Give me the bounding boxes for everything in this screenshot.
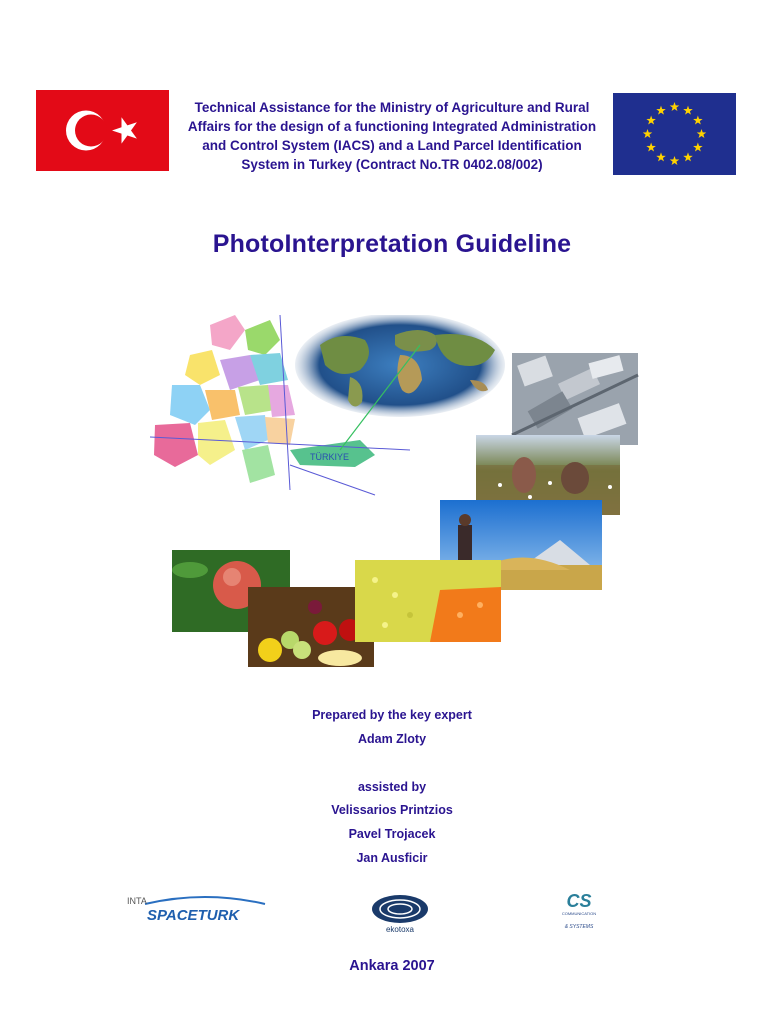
spaceturk-logo-text: SPACETURK bbox=[147, 907, 240, 924]
eu-flag bbox=[613, 93, 736, 175]
agriculture-collage bbox=[150, 315, 640, 675]
world-map-globe bbox=[295, 315, 505, 450]
aerial-photo bbox=[512, 353, 638, 445]
header-line: System in Turkey (Contract No.TR 0402.08/002) bbox=[241, 157, 543, 172]
header-line: and Control System (IACS) and a Land Parcel Identification bbox=[202, 138, 582, 153]
assistant-name: Pavel Trojacek bbox=[348, 827, 436, 841]
cs-logo-letters: CS bbox=[566, 891, 592, 911]
project-header bbox=[172, 98, 612, 174]
ekotoxa-logo bbox=[370, 893, 430, 935]
cs-communication-logo bbox=[555, 885, 603, 933]
turkiye-label: TÜRKIYE bbox=[310, 452, 350, 462]
vegetables-photo bbox=[355, 560, 501, 642]
place-and-year: Ankara 2007 bbox=[349, 958, 435, 974]
header-line: Technical Assistance for the Ministry of Agriculture and Rural bbox=[194, 100, 590, 115]
inta-spaceturk-logo bbox=[125, 892, 285, 928]
assistant-name: Jan Ausficir bbox=[356, 851, 428, 865]
cs-logo-line1: COMMUNICATION bbox=[561, 911, 597, 916]
prepared-by-label: Prepared by the key expert bbox=[312, 708, 472, 722]
assistant-name: Velissarios Printzios bbox=[331, 803, 453, 817]
inta-logo-text: INTA bbox=[127, 896, 147, 906]
key-expert-name: Adam Zloty bbox=[357, 732, 427, 746]
document-title: PhotoInterpretation Guideline bbox=[212, 230, 572, 258]
assisted-by-label: assisted by bbox=[357, 780, 427, 794]
cs-logo-line2: & SYSTEMS bbox=[564, 924, 594, 930]
header-line: Affairs for the design of a functioning Integrated Administration bbox=[187, 119, 597, 134]
turkish-flag bbox=[36, 90, 169, 171]
ekotoxa-logo-text: ekotoxa bbox=[385, 925, 415, 934]
